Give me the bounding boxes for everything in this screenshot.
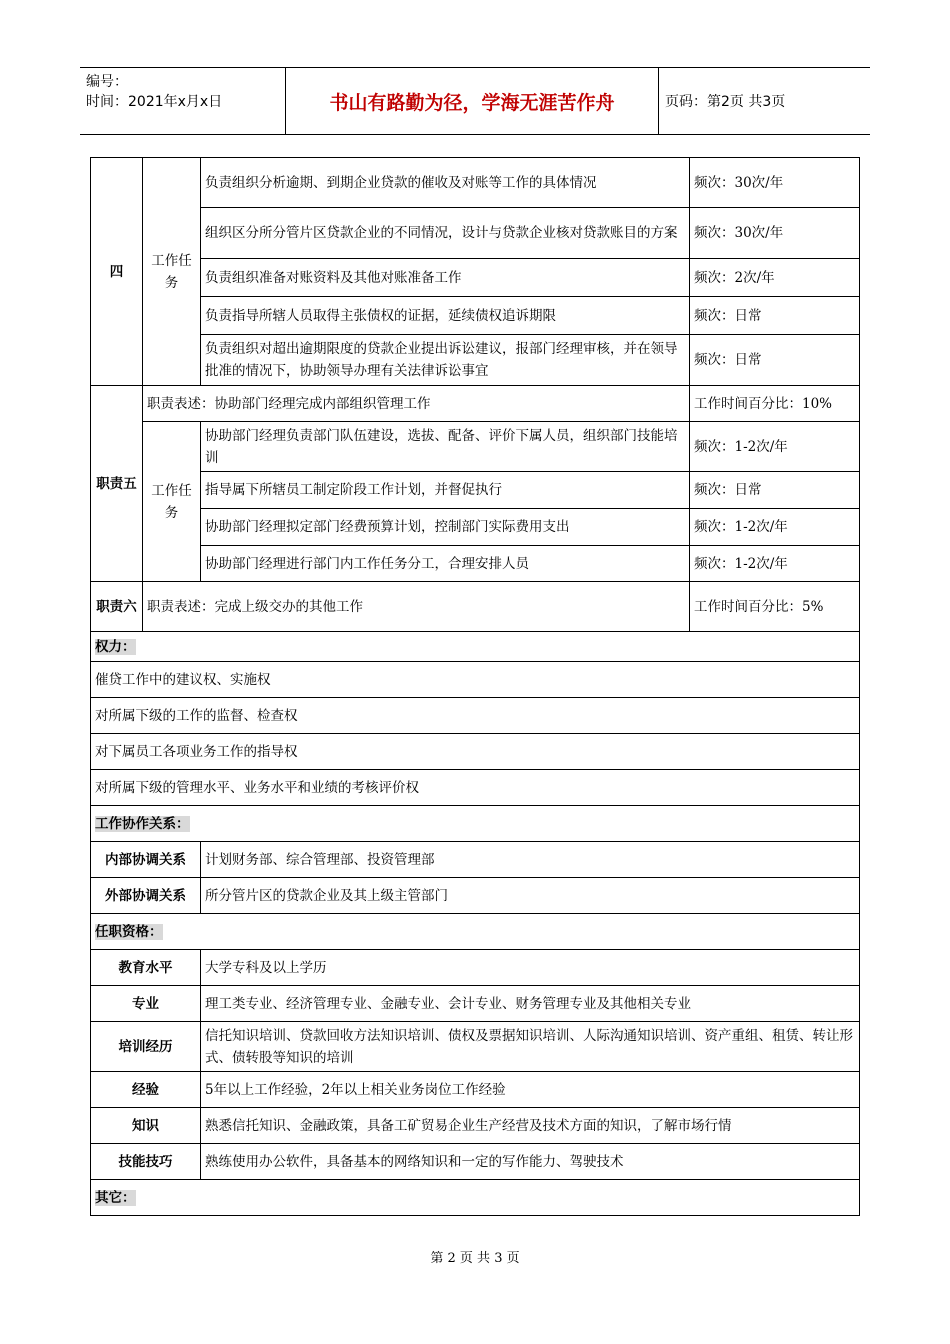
date-label: 时间：2021年x月x日 <box>86 94 223 110</box>
power-item: 对下属员工各项业务工作的指导权 <box>91 734 860 770</box>
table-row <box>91 914 860 950</box>
table-row <box>91 582 860 632</box>
duty4-freq: 频次：30次/年 <box>690 158 860 208</box>
duty5-task-label: 工作任务 <box>143 422 201 582</box>
qual-label: 技能技巧 <box>91 1144 201 1180</box>
duty5-percent: 工作时间百分比：10% <box>690 386 860 422</box>
table-row <box>91 950 860 986</box>
duty4-freq: 频次：日常 <box>690 335 860 386</box>
table-row <box>91 698 860 734</box>
table-row <box>91 986 860 1022</box>
duty4-freq: 频次：2次/年 <box>690 259 860 297</box>
duty5-title: 职责五 <box>91 386 143 582</box>
internal-relations-label: 内部协调关系 <box>91 842 201 878</box>
qual-value: 熟练使用办公软件，具备基本的网络知识和一定的写作能力、驾驶技术 <box>201 1144 860 1180</box>
table-row <box>91 734 860 770</box>
duty4-task: 组织区分所分管片区贷款企业的不同情况，设计与贷款企业核对贷款账目的方案 <box>201 208 690 259</box>
external-relations-value: 所分管片区的贷款企业及其上级主管部门 <box>201 878 860 914</box>
header-motto: 书山有路勤为径，学海无涯苦作舟 <box>285 68 659 134</box>
power-item: 对所属下级的工作的监督、检查权 <box>91 698 860 734</box>
table-row <box>91 770 860 806</box>
table-row <box>91 386 860 422</box>
duty4-task-label: 工作任务 <box>143 158 201 386</box>
duty5-task: 协助部门经理拟定部门经费预算计划，控制部门实际费用支出 <box>201 509 690 546</box>
duty4-task: 负责指导所辖人员取得主张债权的证据，延续债权追诉期限 <box>201 297 690 335</box>
table-row <box>91 297 860 335</box>
duty5-freq: 频次：1-2次/年 <box>690 422 860 472</box>
other-title <box>91 1180 860 1216</box>
table-row <box>91 878 860 914</box>
table-row <box>91 335 860 386</box>
job-description-table <box>90 157 860 1216</box>
table-row <box>91 422 860 472</box>
internal-relations-value: 计划财务部、综合管理部、投资管理部 <box>201 842 860 878</box>
table-row <box>91 1144 860 1180</box>
table-row <box>91 472 860 509</box>
table-row <box>91 1108 860 1144</box>
table-row <box>91 208 860 259</box>
table-row <box>91 632 860 662</box>
duty4-task: 负责组织分析逾期、到期企业贷款的催收及对账等工作的具体情况 <box>201 158 690 208</box>
duty4-freq: 频次：日常 <box>690 297 860 335</box>
duty5-task: 协助部门经理进行部门内工作任务分工，合理安排人员 <box>201 546 690 582</box>
qualifications-title <box>91 914 860 950</box>
table-row <box>91 1180 860 1216</box>
qual-label: 教育水平 <box>91 950 201 986</box>
qual-value: 熟悉信托知识、金融政策，具备工矿贸易企业生产经营及技术方面的知识，了解市场行情 <box>201 1108 860 1144</box>
duty5-task: 指导属下所辖员工制定阶段工作计划，并督促执行 <box>201 472 690 509</box>
duty5-freq: 频次：1-2次/年 <box>690 546 860 582</box>
duty4-title: 四 <box>91 158 143 386</box>
power-title-text: 权力： <box>95 638 136 655</box>
qual-value: 大学专科及以上学历 <box>201 950 860 986</box>
other-title-text: 其它： <box>95 1189 136 1206</box>
power-item: 催贷工作中的建议权、实施权 <box>91 662 860 698</box>
external-relations-label: 外部协调关系 <box>91 878 201 914</box>
duty6-statement: 职责表述：完成上级交办的其他工作 <box>143 582 690 632</box>
table-row <box>91 546 860 582</box>
page-footer: 第 2 页 共 3 页 <box>430 1251 520 1266</box>
power-item: 对所属下级的管理水平、业务水平和业绩的考核评价权 <box>91 770 860 806</box>
table-row <box>91 259 860 297</box>
qual-value: 理工类专业、经济管理专业、金融专业、会计专业、财务管理专业及其他相关专业 <box>201 986 860 1022</box>
qual-label: 经验 <box>91 1072 201 1108</box>
qual-label: 培训经历 <box>91 1022 201 1072</box>
qual-label: 知识 <box>91 1108 201 1144</box>
qualifications-title-text: 任职资格： <box>95 923 163 940</box>
header-page-label: 页码：第2页 共3页 <box>665 94 786 110</box>
table-row <box>91 1072 860 1108</box>
table-row <box>91 158 860 208</box>
relations-title <box>91 806 860 842</box>
duty4-task: 负责组织对超出逾期限度的贷款企业提出诉讼建议，报部门经理审核，并在领导批准的情况下，协助领导办理有关法律诉讼事宜 <box>201 335 690 386</box>
duty4-freq: 频次：30次/年 <box>690 208 860 259</box>
qual-value: 5年以上工作经验，2年以上相关业务岗位工作经验 <box>201 1072 860 1108</box>
duty5-statement: 职责表述：协助部门经理完成内部组织管理工作 <box>143 386 690 422</box>
table-row <box>91 509 860 546</box>
table-row <box>91 806 860 842</box>
relations-title-text: 工作协作关系： <box>95 815 190 832</box>
table-row <box>91 662 860 698</box>
duty5-freq: 频次：1-2次/年 <box>690 509 860 546</box>
header-meta <box>86 72 222 112</box>
duty5-freq: 频次：日常 <box>690 472 860 509</box>
duty5-task: 协助部门经理负责部门队伍建设，选拔、配备、评价下属人员，组织部门技能培训 <box>201 422 690 472</box>
duty6-title: 职责六 <box>91 582 143 632</box>
duty6-percent: 工作时间百分比：5% <box>690 582 860 632</box>
number-label: 编号： <box>86 74 128 90</box>
table-row <box>91 1022 860 1072</box>
power-title <box>91 632 860 662</box>
qual-label: 专业 <box>91 986 201 1022</box>
table-row <box>91 842 860 878</box>
duty4-task: 负责组织准备对账资料及其他对账准备工作 <box>201 259 690 297</box>
page-header <box>80 67 870 135</box>
qual-value: 信托知识培训、贷款回收方法知识培训、债权及票据知识培训、人际沟通知识培训、资产重组、租赁、转让形式、债转股等知识的培训 <box>201 1022 860 1072</box>
